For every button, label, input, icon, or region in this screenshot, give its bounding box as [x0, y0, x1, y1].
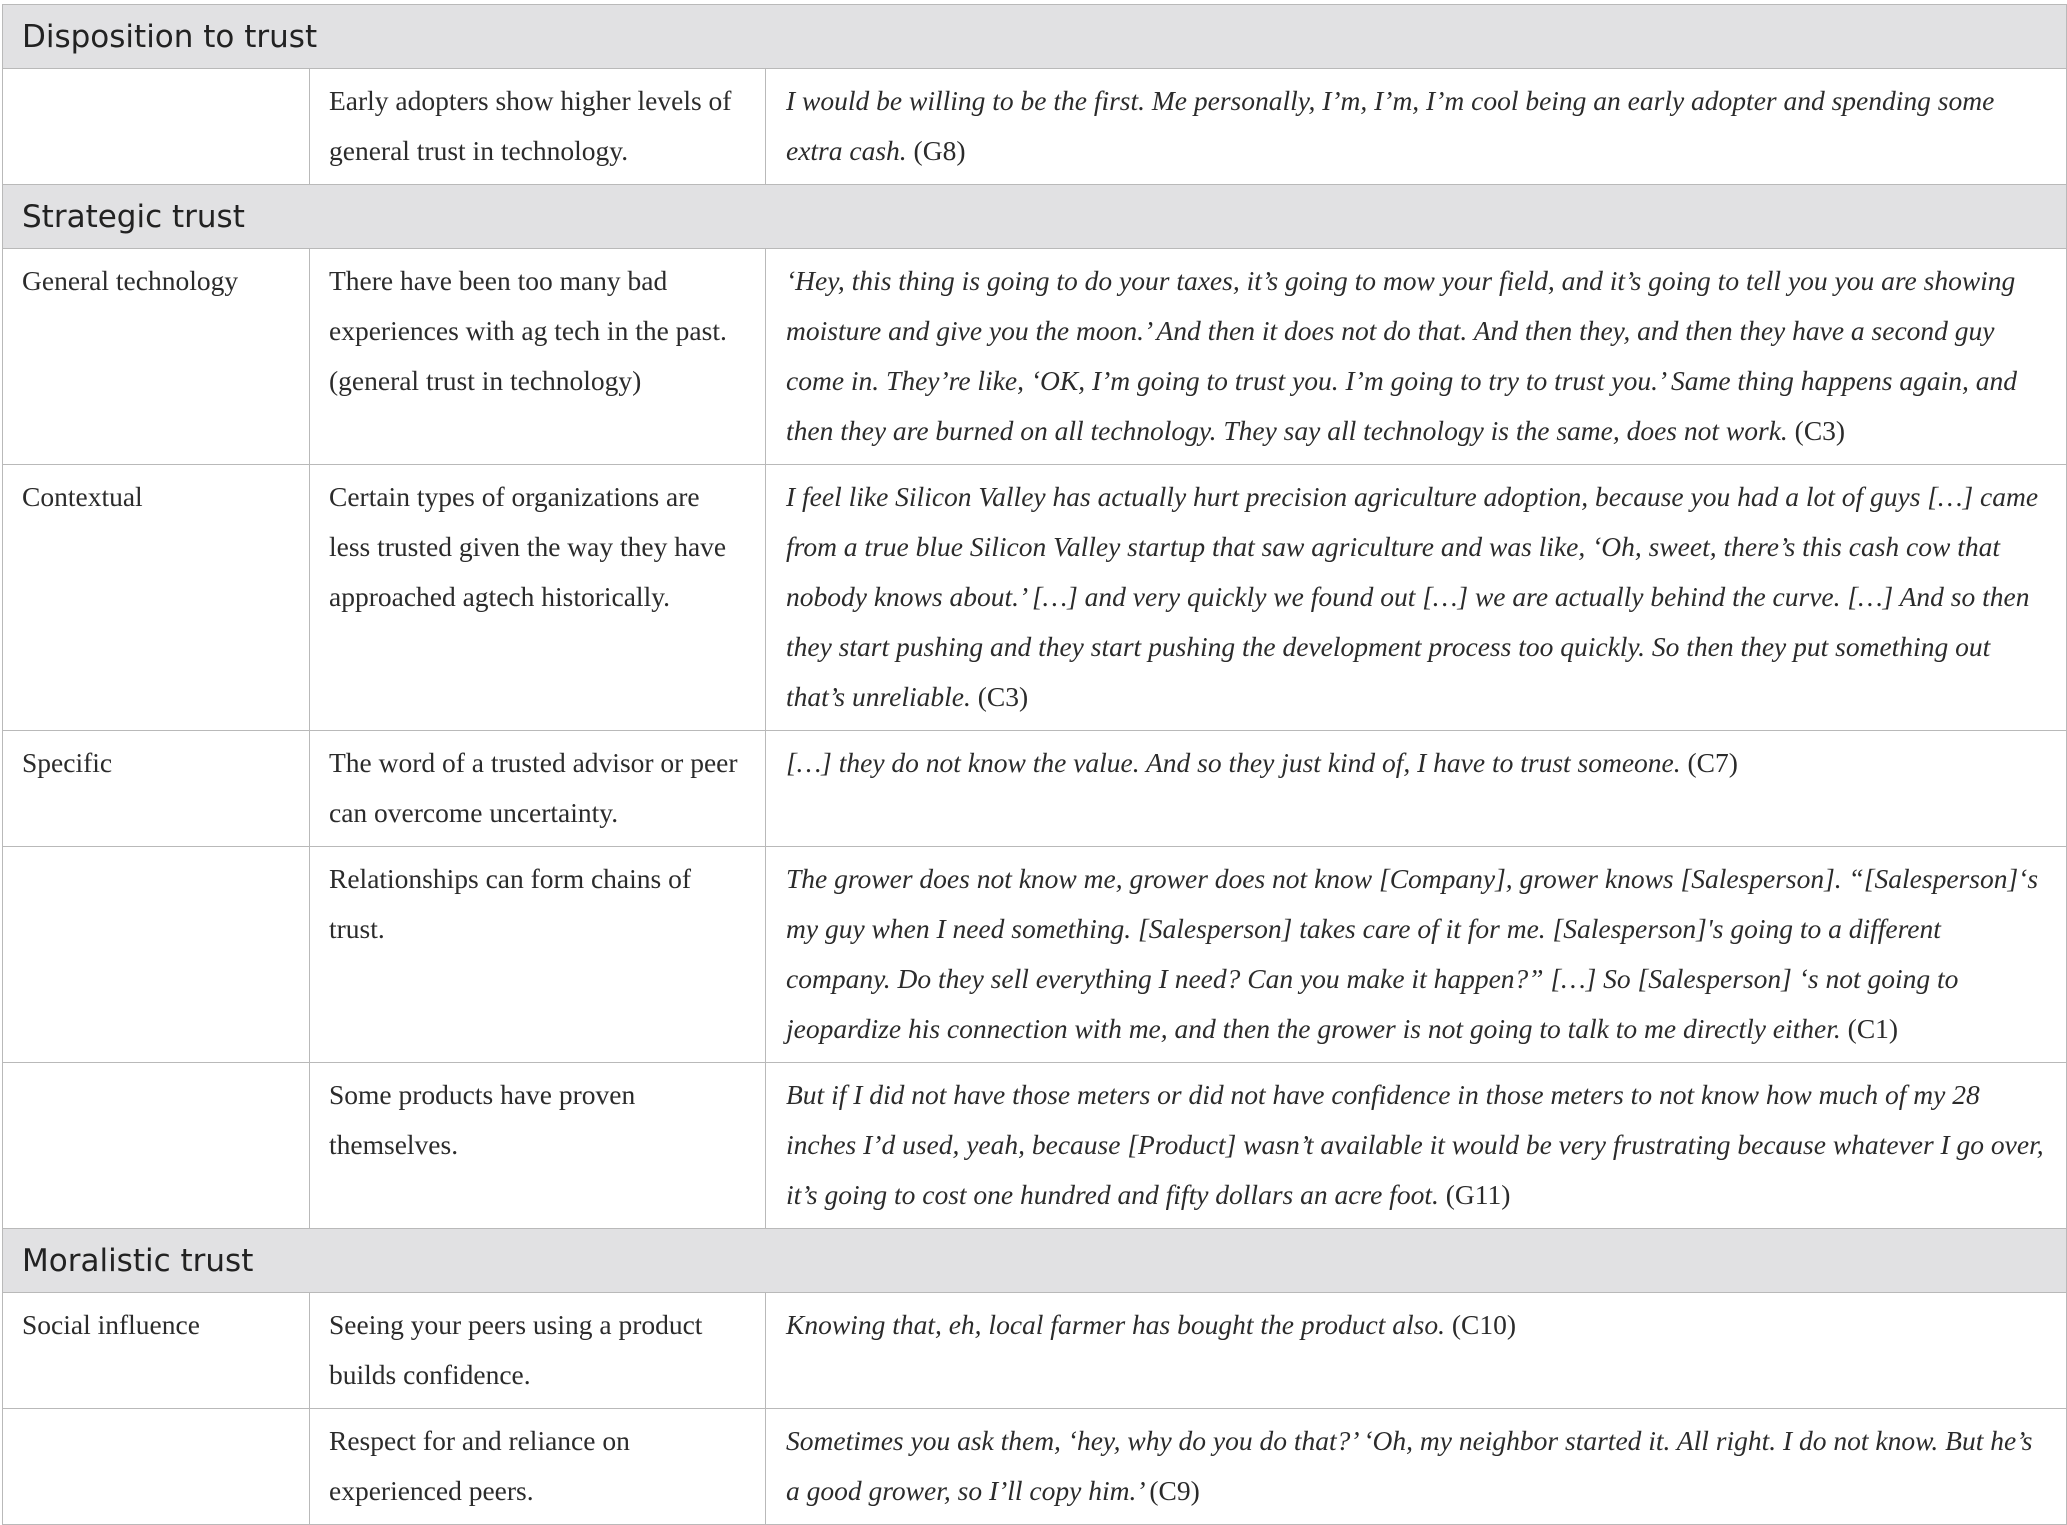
- quote-text: […] they do not know the value. And so they just kind of, I have to trust someone.: [786, 747, 1681, 778]
- theme-cell: Some products have proven themselves.: [310, 1063, 766, 1229]
- theme-cell: Relationships can form chains of trust.: [310, 847, 766, 1063]
- section-heading: Strategic trust: [3, 185, 2067, 249]
- trust-themes-table: [2, 4, 2067, 1525]
- table-row: [3, 249, 2067, 465]
- quote-text: Sometimes you ask them, ‘hey, why do you do that?’ ‘Oh, my neighbor started it. All right. I do not know. But he’s a good grower, so I’ll copy him.’: [786, 1425, 2033, 1506]
- quote-cell: [766, 1063, 2067, 1229]
- section-heading: Moralistic trust: [3, 1229, 2067, 1293]
- participant-code: (C7): [1687, 747, 1738, 778]
- table-row: [3, 847, 2067, 1063]
- quote-cell: [766, 1409, 2067, 1525]
- table-row: [3, 1293, 2067, 1409]
- section-heading: Disposition to trust: [3, 5, 2067, 69]
- section-header-row: [3, 185, 2067, 249]
- category-cell: [3, 1409, 310, 1525]
- category-cell: [3, 1063, 310, 1229]
- table-row: [3, 465, 2067, 731]
- quote-text: ‘Hey, this thing is going to do your taxes, it’s going to mow your field, and it’s going to tell you you are showing moisture and give you the moon.’ And then it does not do that. And then they, and then they have a second guy come in. They’re like, ‘OK, I’m going to trust you. I’m going to try to trust you.’ Same thing happens again, and then they are burned on all technology. They say all technology is the same, does not work.: [786, 265, 2017, 446]
- trust-table-container: [2, 4, 2066, 1525]
- participant-code: (C1): [1847, 1013, 1899, 1044]
- table-row: [3, 69, 2067, 185]
- theme-cell: There have been too many bad experiences with ag tech in the past. (general trust in technology): [310, 249, 766, 465]
- theme-cell: The word of a trusted advisor or peer can overcome uncertainty.: [310, 731, 766, 847]
- category-cell: Specific: [3, 731, 310, 847]
- category-cell: [3, 847, 310, 1063]
- quote-text: Knowing that, eh, local farmer has bought the product also.: [786, 1309, 1445, 1340]
- category-cell: Social influence: [3, 1293, 310, 1409]
- theme-cell: Seeing your peers using a product builds confidence.: [310, 1293, 766, 1409]
- quote-text: I would be willing to be the first. Me personally, I’m, I’m, I’m cool being an early adopter and spending some extra cash.: [786, 85, 1995, 166]
- participant-code: (C9): [1149, 1475, 1200, 1506]
- theme-cell: Certain types of organizations are less trusted given the way they have approached agtech historically.: [310, 465, 766, 731]
- participant-code: (G8): [913, 135, 966, 166]
- quote-text: The grower does not know me, grower does not know [Company], grower knows [Salesperson]. “[Salesperson]‘s my guy when I need something. [Salesperson] takes care of it for me. [Salesperson]'s going to a different company. Do they sell everything I need? Can you make it happen?” […] So [Salesperson] ‘s not going to jeopardize his connection with me, and then the grower is not going to talk to me directly either.: [786, 863, 2039, 1044]
- quote-cell: [766, 1293, 2067, 1409]
- table-row: [3, 1063, 2067, 1229]
- participant-code: (C3): [977, 681, 1029, 712]
- theme-cell: Respect for and reliance on experienced peers.: [310, 1409, 766, 1525]
- table-row: [3, 1409, 2067, 1525]
- participant-code: (C3): [1794, 415, 1846, 446]
- category-cell: General technology: [3, 249, 310, 465]
- quote-cell: [766, 847, 2067, 1063]
- theme-cell: Early adopters show higher levels of general trust in technology.: [310, 69, 766, 185]
- quote-text: I feel like Silicon Valley has actually hurt precision agriculture adoption, because you had a lot of guys […] came from a true blue Silicon Valley startup that saw agriculture and was like, ‘Oh, sweet, there’s this cash cow that nobody knows about.’ […] and very quickly we found out […] we are actually behind the curve. […] And so then they start pushing and they start pushing the development process too quickly. So then they put something out that’s unreliable.: [786, 481, 2039, 712]
- quote-cell: [766, 465, 2067, 731]
- quote-cell: [766, 731, 2067, 847]
- quote-text: But if I did not have those meters or did not have confidence in those meters to not know how much of my 28 inches I’d used, yeah, because [Product] wasn’t available it would be very frustrating because whatever I go over, it’s going to cost one hundred and fifty dollars an acre foot.: [786, 1079, 2044, 1210]
- table-row: [3, 731, 2067, 847]
- category-cell: Contextual: [3, 465, 310, 731]
- section-header-row: [3, 5, 2067, 69]
- participant-code: (G11): [1445, 1179, 1511, 1210]
- category-cell: [3, 69, 310, 185]
- section-header-row: [3, 1229, 2067, 1293]
- participant-code: (C10): [1451, 1309, 1517, 1340]
- quote-cell: [766, 69, 2067, 185]
- quote-cell: [766, 249, 2067, 465]
